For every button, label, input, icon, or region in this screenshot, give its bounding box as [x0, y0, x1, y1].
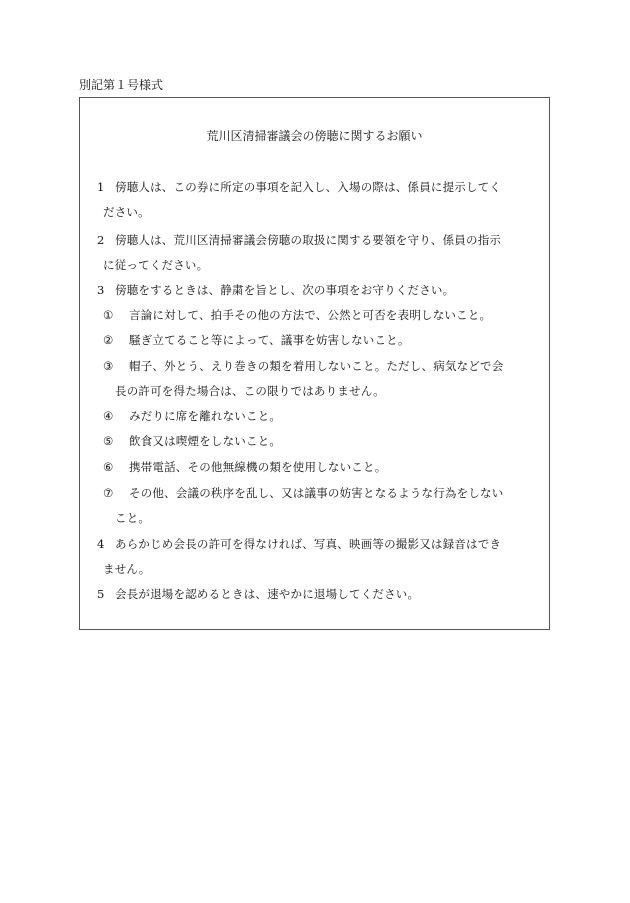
- subitem-number: ⑤: [103, 434, 114, 448]
- subitem-4: [103, 408, 281, 424]
- item-1-continuation: ださい。: [103, 205, 150, 219]
- item-number: 1: [97, 180, 105, 194]
- subitem-number: ①: [103, 308, 114, 322]
- subitem-7: [103, 485, 503, 501]
- item-number: 2: [97, 233, 105, 247]
- subitem-number: ⑦: [103, 486, 114, 500]
- item-text: 傍聴人は、この券に所定の事項を記入し、入場の際は、係員に提示してく: [115, 180, 502, 194]
- item-2: [97, 232, 501, 248]
- subitem-number: ③: [103, 359, 114, 373]
- notice-title: 荒川区清掃審議会の傍聴に関するお願い: [206, 129, 423, 143]
- item-number: 5: [97, 587, 105, 601]
- subitem-1: [103, 307, 491, 323]
- item-text: 傍聴人は、荒川区清掃審議会傍聴の取扱に関する要領を守り、係員の指示: [115, 233, 502, 247]
- item-4-continuation: ません。: [103, 562, 151, 576]
- subitem-7-continuation: こと。: [115, 511, 151, 525]
- subitem-3: [103, 358, 503, 374]
- subitem-text: 飲食又は喫煙をしないこと。: [129, 434, 282, 448]
- subitem-2: [103, 332, 410, 348]
- form-number-label: 別記第１号様式: [79, 78, 164, 92]
- item-text: 傍聴をするときは、静粛を旨とし、次の事項をお守りください。: [115, 283, 455, 297]
- subitem-text: みだりに席を離れないこと。: [129, 409, 282, 423]
- subitem-text: 騒ぎ立てること等によって、議事を妨害しないこと。: [129, 333, 410, 347]
- subitem-text: 帽子、外とう、えり巻きの類を着用しないこと。ただし、病気などで会: [129, 359, 504, 373]
- subitem-text: 携帯電話、その他無線機の類を使用しないこと。: [129, 460, 387, 474]
- item-number: 4: [97, 537, 105, 551]
- subitem-number: ②: [103, 333, 114, 347]
- item-4: [97, 536, 501, 552]
- subitem-5: [103, 433, 281, 449]
- item-1: [97, 179, 501, 195]
- subitem-text: 言論に対して、拍手その他の方法で、公然と可否を表明しないこと。: [129, 308, 492, 322]
- subitem-number: ⑥: [103, 460, 114, 474]
- item-3: [97, 282, 454, 298]
- subitem-6: [103, 459, 386, 475]
- item-number: 3: [97, 283, 105, 297]
- subitem-text: その他、会議の秩序を乱し、又は議事の妨害となるような行為をしない: [129, 486, 504, 500]
- subitem-number: ④: [103, 409, 114, 423]
- item-text: 会長が退場を認めるときは、速やかに退場してください。: [115, 587, 420, 601]
- item-5: [97, 586, 419, 602]
- subitem-3-continuation: 長の許可を得た場合は、この限りではありません。: [115, 384, 385, 398]
- item-2-continuation: に従ってください。: [103, 258, 209, 272]
- item-text: あらかじめ会長の許可を得なければ、写真、映画等の撮影又は録音はでき: [115, 537, 502, 551]
